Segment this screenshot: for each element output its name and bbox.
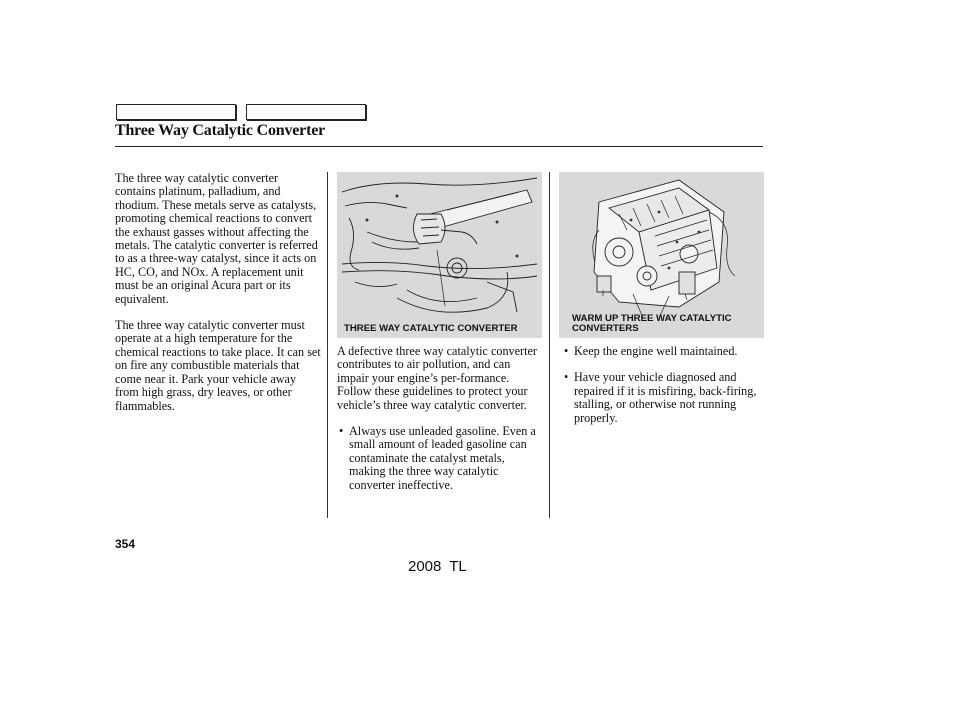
text-column-2 — [337, 345, 543, 492]
engine-figure — [559, 172, 764, 338]
figure-caption: WARM UP THREE WAY CATALYTIC CONVERTERS — [572, 313, 732, 334]
bullet-item — [337, 425, 543, 492]
bullet-text: Have your vehicle diagnosed and repaired if it is misfiring, back-firing, stalling, or otherwise not running properly. — [574, 370, 757, 425]
paragraph: The three way catalytic converter contains platinum, palladium, and rhodium. These metals serve as catalysts, promoting chemical reactions to convert the exhaust gasses without affecting the metals. The catalytic converter is referred to as a three-way catalyst, since it acts on HC, CO, and NOx. A replacement unit must be an original Acura part or its equivalent. — [115, 171, 318, 306]
bullet-item — [562, 371, 762, 425]
text-column-1 — [115, 172, 321, 426]
bullet-marker: • — [564, 344, 569, 358]
column-divider-2 — [549, 172, 550, 518]
bullet-text: Keep the engine well maintained. — [574, 344, 738, 358]
title-rule — [115, 146, 763, 147]
catalytic-converter-illustration-icon — [337, 172, 542, 338]
figure-caption: THREE WAY CATALYTIC CONVERTER — [344, 323, 518, 334]
text-column-3 — [562, 345, 762, 425]
page-number: 354 — [115, 537, 136, 551]
footer-model: 2008 TL — [408, 558, 467, 575]
header-tab-box-1 — [116, 104, 236, 120]
header-tab-box-2 — [246, 104, 366, 120]
bullet-marker: • — [339, 424, 344, 439]
paragraph: A defective three way catalytic converter contributes to air pollution, and can impair your engine’s per-formance. Follow these guidelines to protect your vehicle’s three way catalytic converter. — [337, 344, 537, 412]
bullet-item — [562, 345, 762, 358]
section-title: Three Way Catalytic Converter — [115, 122, 326, 139]
paragraph: The three way catalytic converter must operate at a high temperature for the chemical reactions to take place. It can set on fire any combustible materials that come near it. Park your vehicle away from high grass, dry leaves, or other flammables. — [115, 318, 321, 413]
catalytic-converter-figure — [337, 172, 542, 338]
bullet-marker: • — [564, 370, 569, 385]
bullet-text: Always use unleaded gasoline. Even a small amount of leaded gasoline can contaminate the catalyst metals, making the three way catalytic converter ineffective. — [349, 424, 536, 492]
column-divider-1 — [327, 172, 328, 518]
